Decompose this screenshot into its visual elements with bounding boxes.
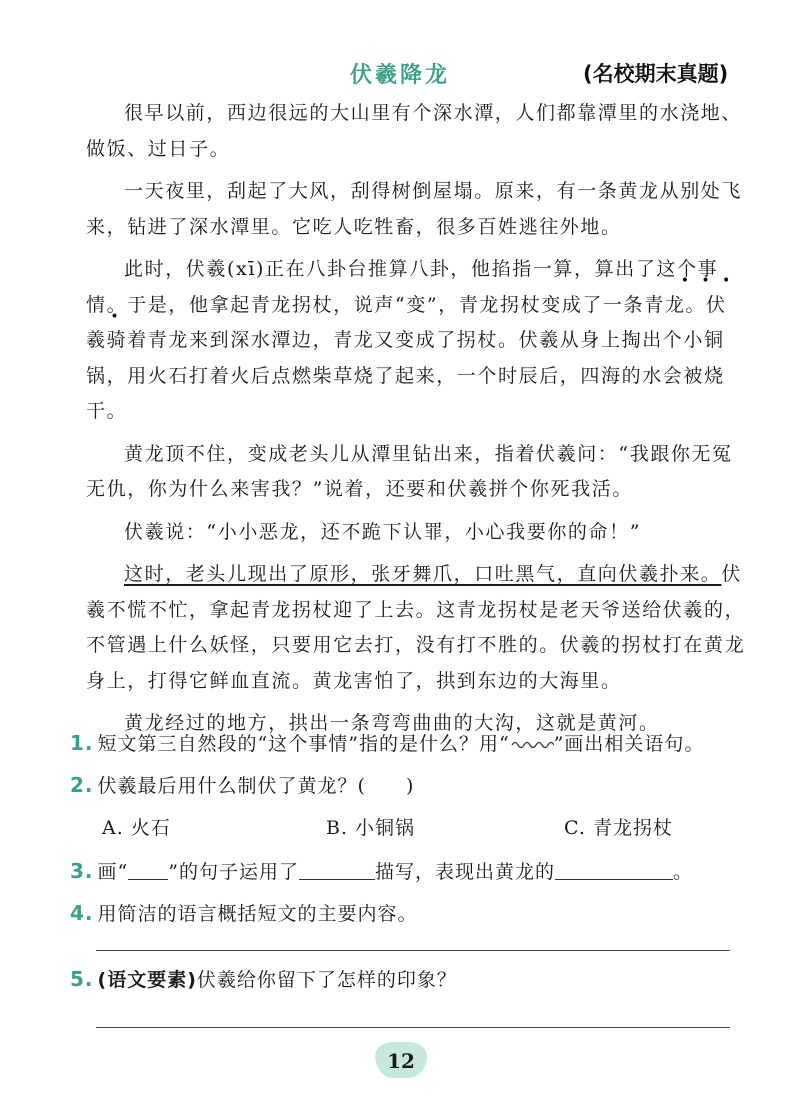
paragraph-6-rest: 伏羲不慌不忙，拿起青龙拐杖迎了上去。这青龙拐杖是老天爷送给伏羲的，不管遇上什么妖怪，只要用它去打，没有打不胜的。伏羲的拐杖打在黄龙身上，打得它鲜血直流。黄龙害怕了，拱到东边的大海里。	[86, 563, 746, 692]
paragraph-5: 伏羲说：“小小恶龙，还不跪下认罪，小心我要你的命！”	[124, 520, 642, 543]
wavy-line-icon	[510, 738, 554, 752]
underline-sample	[128, 859, 168, 880]
question-5	[70, 958, 760, 1000]
answer-blank[interactable]	[299, 859, 375, 880]
question-number: 1.	[70, 731, 94, 755]
question-1	[70, 722, 760, 764]
paragraph-7: 黄龙经过的地方，拱出一条弯弯曲曲的大沟，这就是黄河。	[124, 712, 660, 734]
question-number: 5.	[70, 967, 94, 991]
question-3-text-c: 描写，表现出黄龙的	[374, 861, 555, 883]
paragraph-3	[86, 252, 746, 430]
question-list-2	[70, 958, 760, 1000]
answer-line[interactable]	[96, 1027, 730, 1028]
question-2-text: 伏羲最后用什么制伏了黄龙？(	[97, 775, 366, 797]
paragraph-6	[86, 557, 746, 699]
paragraph-2: 一天夜里，刮起了大风，刮得树倒屋塌。原来，有一条黄龙从别处飞来，钻进了深水潭里。它吃人吃牲畜，很多百姓逃往外地。	[86, 180, 743, 238]
emphasis-char: 个	[677, 258, 698, 280]
question-number: 3.	[70, 859, 94, 883]
paragraph-4: 黄龙顶不住，变成老头儿从潭里钻出来，指着伏羲问：“我跟你无冤无仇，你为什么来害我？”说着，还要和伏羲拼个你死我活。	[86, 442, 733, 500]
emphasis-char: 这	[656, 258, 678, 280]
paragraph-3-rest: 。于是，他拿起青龙拐杖，说声“变”，青龙拐杖变成了一条青龙。伏羲骑着青龙来到深水潭边，青龙又变成了拐杖。伏羲从身上掏出个小铜锅，用火石打着火后点燃柴草烧了起来，一个时辰后，四海的水会被烧干。	[86, 293, 727, 422]
source-tag: (名校期末真题)	[583, 62, 729, 86]
underlined-sentence: 这时，老头儿现出了原形，张牙舞爪，口吐黑气，直向伏羲扑来。	[124, 563, 722, 585]
question-1-text-a: 短文第三自然段的“这个事情”指的是什么？用“	[97, 733, 510, 755]
answer-line[interactable]	[96, 950, 730, 951]
question-1-text-b: ”画出相关语句。	[553, 733, 705, 755]
paragraph-3-lead: 此时，伏羲(xī)正在八卦台推算八卦，他掐指一算，算出了	[124, 258, 657, 280]
paragraph-1: 很早以前，西边很远的大山里有个深水潭，人们都靠潭里的水浇地、做饭、过日子。	[86, 102, 743, 160]
question-5-text: 伏羲给你留下了怎样的印象？	[196, 969, 457, 991]
option-b[interactable]: B. 小铜锅	[326, 817, 416, 839]
question-3-text-d: 。	[672, 861, 693, 883]
option-a[interactable]: A. 火石	[102, 817, 171, 839]
question-4	[70, 892, 760, 934]
answer-blank[interactable]	[555, 859, 673, 880]
story-title: 伏羲降龙	[349, 63, 450, 88]
story-body	[86, 96, 746, 742]
question-5-tag: (语文要素)	[97, 969, 197, 991]
question-list	[70, 722, 760, 934]
question-number: 4.	[70, 901, 94, 925]
question-3	[70, 850, 760, 892]
option-c[interactable]: C. 青龙拐杖	[564, 817, 673, 839]
question-3-text-b: ”的句子运用了	[168, 861, 299, 883]
question-2-close: )	[405, 775, 415, 797]
question-3-text-a: 画“	[97, 861, 129, 883]
question-4-text: 用简洁的语言概括短文的主要内容。	[97, 903, 418, 925]
emphasis-char: 情	[86, 293, 107, 316]
question-number: 2.	[70, 773, 94, 797]
options-row	[70, 806, 760, 850]
emphasis-char: 事	[697, 258, 719, 280]
question-2	[70, 764, 760, 806]
page-number: 12	[375, 1042, 427, 1078]
